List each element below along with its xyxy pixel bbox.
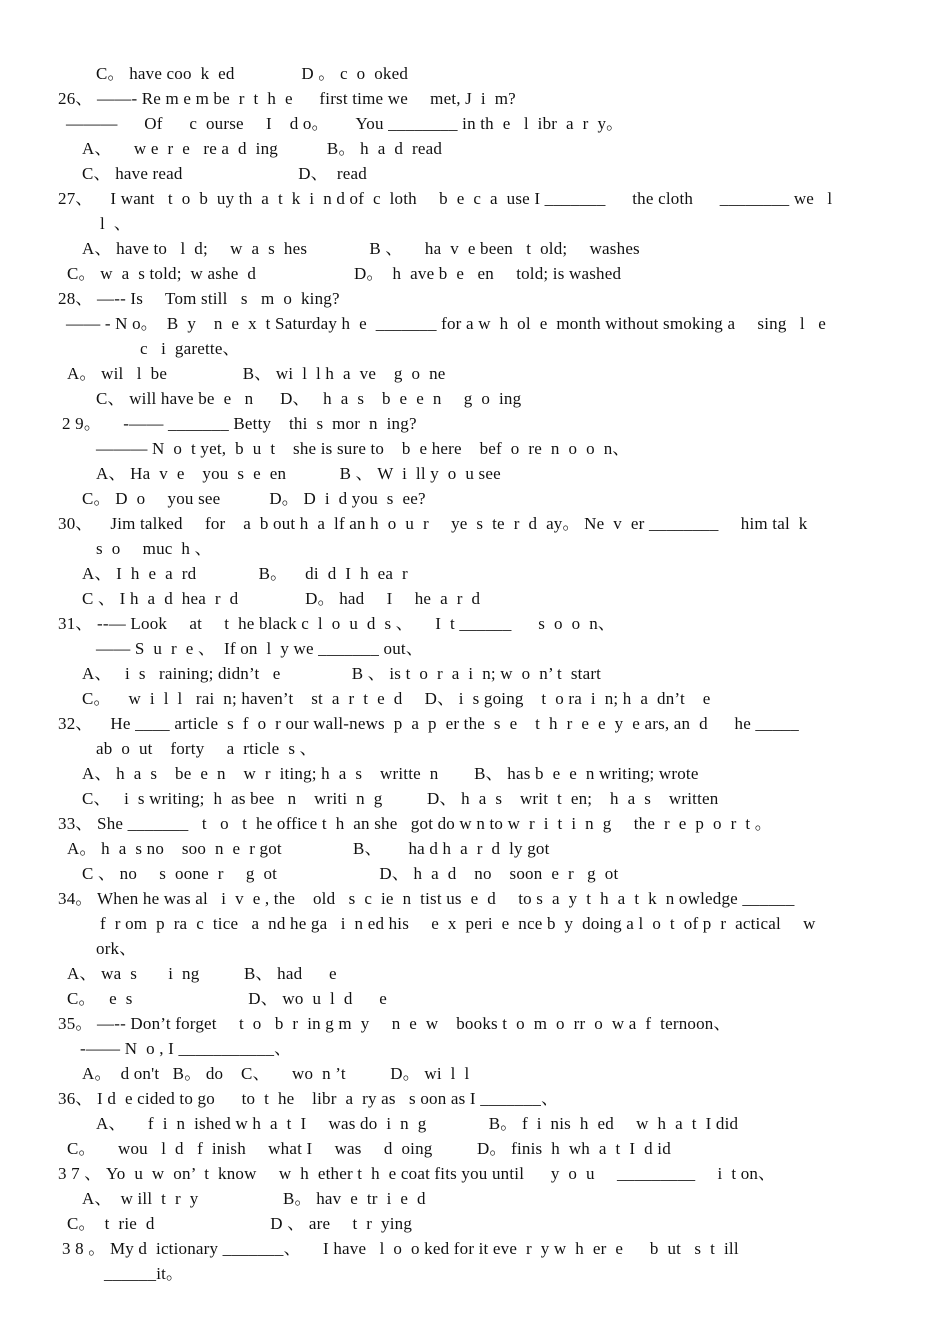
question-31: 31、 --— Look at t he black c l o u d s 、 I t ______ s o o n、 bbox=[58, 614, 616, 633]
option-line: A、 w ill t r y B。 hav e tr i e d bbox=[82, 1189, 426, 1208]
text-line: f r om p ra c tice a nd he ga i n ed his e x peri e nce b y doing a l o t of p r actical w bbox=[100, 914, 816, 933]
text-line: ——— Of c ourse I d o。 You ________ in th e l ibr a r y。 bbox=[66, 114, 624, 133]
option-line: A、 i s raining; didn’t e B 、 is t o r a i n; w o n’ t start bbox=[82, 664, 602, 683]
text-line: c i garette、 bbox=[140, 339, 240, 358]
question-32: 32、 He ____ article s f o r our wall-news p a p er the s e t h r e e y e ars, an d he _____ bbox=[58, 714, 799, 733]
text-line: ork、 bbox=[96, 939, 137, 958]
text-line: —— S u r e 、 If on l y we _______ out、 bbox=[96, 639, 424, 658]
option-line: A、 h a s be e n w r iting; h a s writte n B、 has b e e n writing; wrote bbox=[82, 764, 699, 783]
text-line: s o muc h 、 bbox=[96, 539, 212, 558]
text-line: ——— N o t yet, b u t she is sure to b e here bef o re n o o n、 bbox=[96, 439, 630, 458]
question-30: 30、 Jim talked for a b out h a lf an h o u r ye s te r d ay。 Ne v er ________ him tal k bbox=[58, 514, 808, 533]
question-34: 34。 When he was al i v e , the old s c ie n tist us e d to s a y t h a t k n owledge ______ bbox=[58, 889, 795, 908]
question-37: 3 7 、 Yo u w on’ t know w h ether t h e coat fits you until y o u _________ i t on、 bbox=[58, 1164, 776, 1183]
text-line: l 、 bbox=[100, 214, 132, 233]
question-26: 26、 ——- Re m e m be r t h e first time we met, J i m? bbox=[58, 89, 516, 108]
option-line: A、 w e r e re a d ing B。 h a d read bbox=[82, 139, 443, 158]
option-line: A、 f i n ished w h a t I was do i n g B。 f i nis h ed w h a t I did bbox=[96, 1114, 739, 1133]
option-line: C。 e s D、 wo u l d e bbox=[67, 989, 388, 1008]
option-line: C 、 I h a d hea r d D。 had I he a r d bbox=[82, 589, 481, 608]
option-line: C、 will have be e n D、 h a s b e e n g o ing bbox=[96, 389, 522, 408]
option-line: C。 w i l l rai n; haven’t st a r t e d D、 i s going t o ra i n; h a dn’t e bbox=[82, 689, 711, 708]
question-29: 2 9。 -—— _______ Betty thi s mor n ing? bbox=[62, 414, 417, 433]
question-36: 36、 I d e cided to go to t he libr a ry as s oon as I _______、 bbox=[58, 1089, 559, 1108]
option-line: C、 have read D、 read bbox=[82, 164, 367, 183]
option-line: A。 d on't B。 do C、 wo n ’t D。 wi l l bbox=[82, 1064, 470, 1083]
option-line: A、 have to l d; w a s hes B 、 ha v e been t old; washes bbox=[82, 239, 640, 258]
text-line: ab o ut forty a rticle s 、 bbox=[96, 739, 317, 758]
question-33: 33、 She _______ t o t he office t h an she got do w n to w r i t i n g the r e p o r t 。 bbox=[58, 814, 772, 833]
option-line: A。 h a s no soo n e r got B、 ha d h a r d ly got bbox=[67, 839, 550, 858]
question-38: 3 8 。 My d ictionary _______、 I have l o o ked for it eve r y w h er e b ut s t ill bbox=[62, 1239, 739, 1258]
option-line: C 、 no s oone r g ot D、 h a d no soon e r g ot bbox=[82, 864, 619, 883]
text-line: -—— N o , I ___________、 bbox=[80, 1039, 292, 1058]
question-28: 28、 —-- Is Tom still s m o king? bbox=[58, 289, 340, 308]
text-line: ______it。 bbox=[104, 1264, 184, 1283]
text-line: C。 have coo k ed D 。 c o oked bbox=[96, 64, 409, 83]
question-35: 35。 —-- Don’t forget t o b r in g m y n e w books t o m o rr o w a f ternoon、 bbox=[58, 1014, 731, 1033]
option-line: C。 t rie d D 、 are t r ying bbox=[67, 1214, 413, 1233]
option-line: A、 I h e a rd B。 di d I h ea r bbox=[82, 564, 408, 583]
option-line: C。 w a s told; w ashe d D。 h ave b e en told; is washed bbox=[67, 264, 622, 283]
option-line: A、 wa s i ng B、 had e bbox=[67, 964, 337, 983]
option-line: C、 i s writing; h as bee n writi n g D、 h a s writ t en; h a s written bbox=[82, 789, 719, 808]
option-line: A。 wil l be B、 wi l l h a ve g o ne bbox=[67, 364, 446, 383]
option-line: A、 Ha v e you s e en B 、 W i ll y o u see bbox=[96, 464, 501, 483]
option-line: C。 wou l d f inish what I was d oing D。 finis h wh a t I d id bbox=[67, 1139, 671, 1158]
text-line: —— - N o。 B y n e x t Saturday h e _______ for a w h ol e month without smoking a sing l e bbox=[66, 314, 826, 333]
option-line: C。 D o you see D。 D i d you s ee? bbox=[82, 489, 426, 508]
question-27: 27、 I want t o b uy th a t k i n d of c loth b e c a use I _______ the cloth ________ we l bbox=[58, 189, 833, 208]
